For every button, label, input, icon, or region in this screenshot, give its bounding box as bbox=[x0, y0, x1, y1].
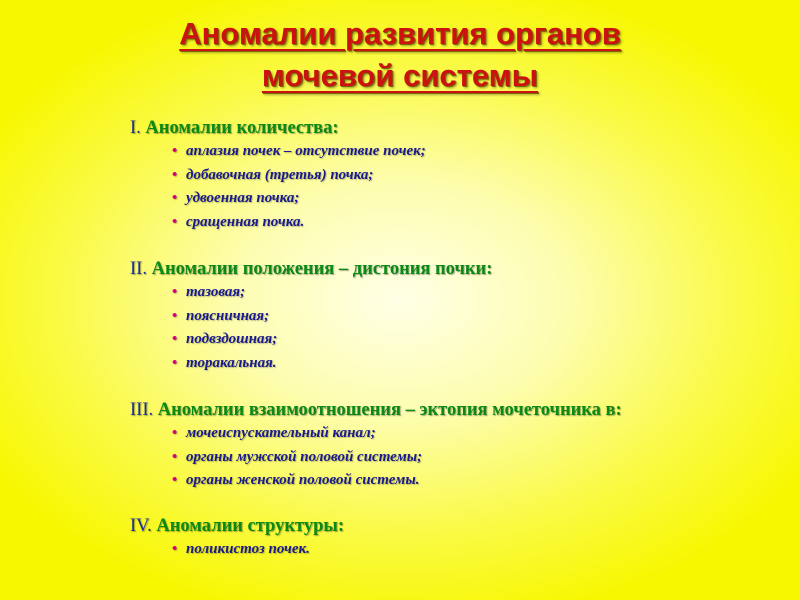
section-item-list bbox=[130, 281, 492, 375]
bullet-icon: • bbox=[172, 284, 178, 300]
bullet-icon: • bbox=[172, 472, 178, 488]
bullet-icon: • bbox=[172, 143, 178, 159]
bullet-icon: • bbox=[172, 448, 178, 465]
section-numeral: II. bbox=[130, 259, 147, 279]
list-item-text: добавочная (третья) почка; bbox=[186, 166, 374, 183]
list-item bbox=[172, 469, 622, 493]
list-item bbox=[172, 281, 492, 305]
list-item-text: органы мужской половой системы; bbox=[186, 448, 423, 465]
bullet-icon: • bbox=[172, 166, 178, 183]
bullet-icon: • bbox=[172, 425, 178, 441]
slide-title-text-1: Аномалии развития органов bbox=[179, 16, 621, 51]
section-heading-text: Аномалии количества: bbox=[145, 118, 339, 138]
bullet-icon: • bbox=[172, 541, 178, 557]
bullet-icon: • bbox=[172, 307, 178, 324]
list-item-text: сращенная почка. bbox=[186, 213, 305, 230]
section-numeral: IV. bbox=[130, 516, 152, 536]
section-heading bbox=[130, 399, 622, 421]
slide-title-text-2: мочевой системы bbox=[261, 58, 539, 93]
list-item-text: органы женской половой системы. bbox=[186, 472, 420, 488]
list-item bbox=[172, 211, 426, 235]
list-item bbox=[172, 164, 426, 188]
section-heading bbox=[130, 117, 426, 139]
section-heading-text: Аномалии положения – дистония почки: bbox=[151, 259, 493, 279]
section-structure bbox=[130, 515, 344, 562]
bullet-icon: • bbox=[172, 354, 178, 371]
list-item-text: торакальная. bbox=[186, 354, 277, 371]
section-heading bbox=[130, 515, 344, 537]
list-item-text: подвздошная; bbox=[186, 331, 278, 347]
section-item-list bbox=[130, 140, 426, 234]
list-item bbox=[172, 140, 426, 164]
list-item bbox=[172, 538, 344, 562]
bullet-icon: • bbox=[172, 213, 178, 230]
list-item-text: поясничная; bbox=[186, 307, 270, 324]
list-item bbox=[172, 328, 492, 352]
list-item bbox=[172, 352, 492, 376]
slide-title-line-1 bbox=[0, 18, 800, 49]
section-relationship bbox=[130, 399, 622, 493]
list-item-text: поликистоз почек. bbox=[186, 541, 310, 557]
list-item-text: тазовая; bbox=[186, 284, 246, 300]
list-item-text: удвоенная почка; bbox=[186, 190, 300, 206]
section-heading-text: Аномалии структуры: bbox=[156, 516, 344, 536]
list-item bbox=[172, 422, 622, 446]
section-quantity bbox=[130, 117, 426, 234]
list-item bbox=[172, 446, 622, 470]
section-position bbox=[130, 258, 492, 375]
slide-title-line-2 bbox=[0, 60, 800, 91]
bullet-icon: • bbox=[172, 190, 178, 206]
section-numeral: I. bbox=[130, 118, 141, 138]
section-item-list bbox=[130, 538, 344, 562]
list-item bbox=[172, 305, 492, 329]
list-item-text: аплазия почек – отсутствие почек; bbox=[186, 143, 426, 159]
section-heading-text: Аномалии взаимоотношения – эктопия мочеточника в: bbox=[157, 400, 622, 420]
list-item bbox=[172, 187, 426, 211]
section-numeral: III. bbox=[130, 400, 154, 420]
bullet-icon: • bbox=[172, 331, 178, 347]
section-heading bbox=[130, 258, 492, 280]
section-item-list bbox=[130, 422, 622, 493]
list-item-text: мочеиспускательный канал; bbox=[186, 425, 376, 441]
